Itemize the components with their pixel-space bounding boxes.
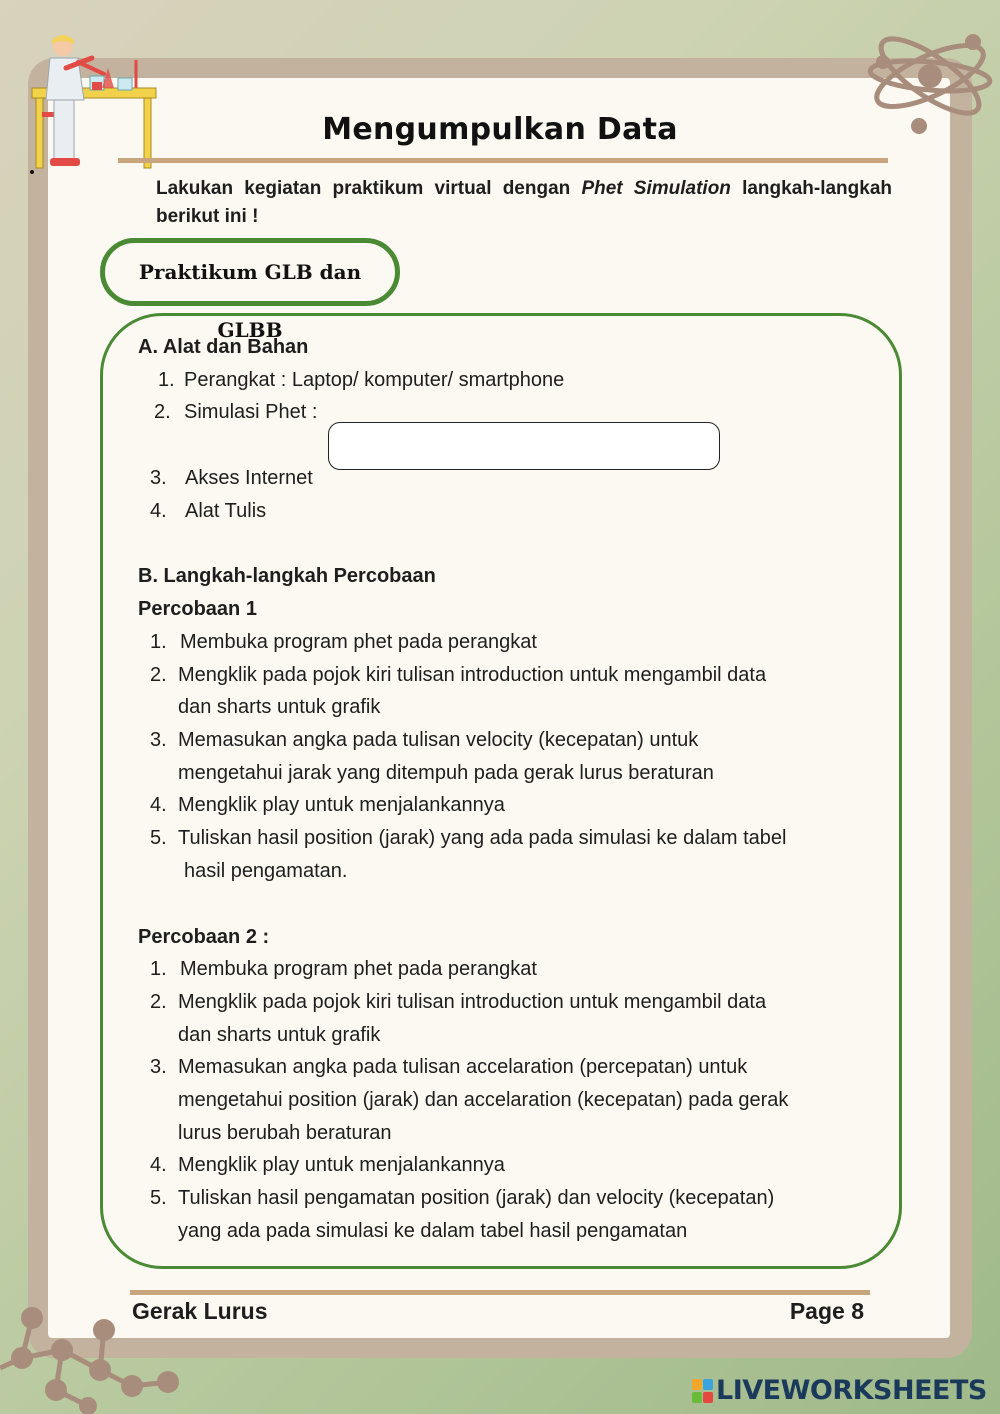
percobaan-2-heading: Percobaan 2 : — [138, 926, 270, 948]
step-number: 2. — [150, 991, 167, 1013]
step-number: 4. — [150, 1154, 167, 1176]
alat-item: Akses Internet — [185, 467, 313, 489]
step-number: 2. — [150, 664, 167, 686]
step-text: hasil pengamatan. — [184, 860, 348, 882]
step-text: Mengklik play untuk menjalankannya — [178, 1154, 505, 1176]
intro-text-emphasis: Phet Simulation — [581, 178, 731, 199]
step-text: dan sharts untuk grafik — [178, 696, 381, 718]
step-text: Tuliskan hasil position (jarak) yang ada pada simulasi ke dalam tabel — [178, 827, 787, 849]
section-badge — [100, 238, 400, 342]
step-text: Memasukan angka pada tulisan velocity (kecepatan) untuk — [178, 729, 699, 751]
alat-item: Simulasi Phet : — [184, 401, 318, 423]
footer-topic: Gerak Lurus — [132, 1298, 268, 1324]
intro-text-end: langkah-langkah berikut ini ! — [156, 178, 893, 227]
simulation-link-input[interactable] — [328, 422, 720, 470]
alat-number: 3. — [150, 467, 167, 489]
title-divider — [118, 158, 888, 163]
step-text: Mengklik pada pojok kiri tulisan introduction untuk mengambil data — [178, 664, 767, 686]
step-number: 5. — [150, 1187, 167, 1209]
alat-number: 2. — [154, 401, 171, 423]
step-number: 4. — [150, 794, 167, 816]
alat-number: 1. — [158, 369, 175, 391]
percobaan-1-heading: Percobaan 1 — [138, 598, 257, 620]
langkah-heading: B. Langkah-langkah Percobaan — [138, 565, 436, 587]
step-text: Mengklik pada pojok kiri tulisan introduction untuk mengambil data — [178, 991, 767, 1013]
intro-text-start: Lakukan kegiatan praktikum virtual dengan — [156, 178, 582, 199]
step-text: mengetahui jarak yang ditempuh pada gerak lurus beraturan — [178, 762, 714, 784]
alat-heading: A. Alat dan Bahan — [138, 336, 309, 358]
step-text: yang ada pada simulasi ke dalam tabel hasil pengamatan — [178, 1220, 688, 1242]
liveworksheets-logo-text: LIVEWORKSHEETS — [716, 1375, 987, 1406]
scientist-illustration — [26, 30, 158, 190]
step-text: mengetahui position (jarak) dan accelaration (kecepatan) pada gerak — [178, 1089, 789, 1111]
step-text: dan sharts untuk grafik — [178, 1024, 381, 1046]
step-number: 3. — [150, 1056, 167, 1078]
step-text: lurus berubah beraturan — [178, 1122, 392, 1144]
liveworksheets-logo-icon — [692, 1377, 714, 1405]
step-number: 5. — [150, 827, 167, 849]
step-text: Tuliskan hasil pengamatan position (jarak) dan velocity (kecepatan) — [178, 1187, 775, 1209]
alat-item: Perangkat : Laptop/ komputer/ smartphone — [184, 369, 565, 391]
alat-number: 4. — [150, 500, 167, 522]
page-number: Page 8 — [789, 1298, 864, 1324]
step-text: Membuka program phet pada perangkat — [180, 631, 537, 653]
step-text: Memasukan angka pada tulisan accelaration (percepatan) untuk — [178, 1056, 748, 1078]
step-number: 1. — [150, 958, 167, 980]
step-text: Membuka program phet pada perangkat — [180, 958, 537, 980]
liveworksheets-logo — [692, 1375, 992, 1407]
step-number: 3. — [150, 729, 167, 751]
step-text: Mengklik play untuk menjalankannya — [178, 794, 505, 816]
alat-item: Alat Tulis — [185, 500, 267, 522]
intro-text — [156, 175, 892, 231]
section-badge-label: Praktikum GLB dan GLBB — [138, 260, 362, 342]
page-title: Mengumpulkan Data — [322, 112, 678, 147]
step-number: 1. — [150, 631, 167, 653]
footer-divider — [130, 1290, 870, 1295]
